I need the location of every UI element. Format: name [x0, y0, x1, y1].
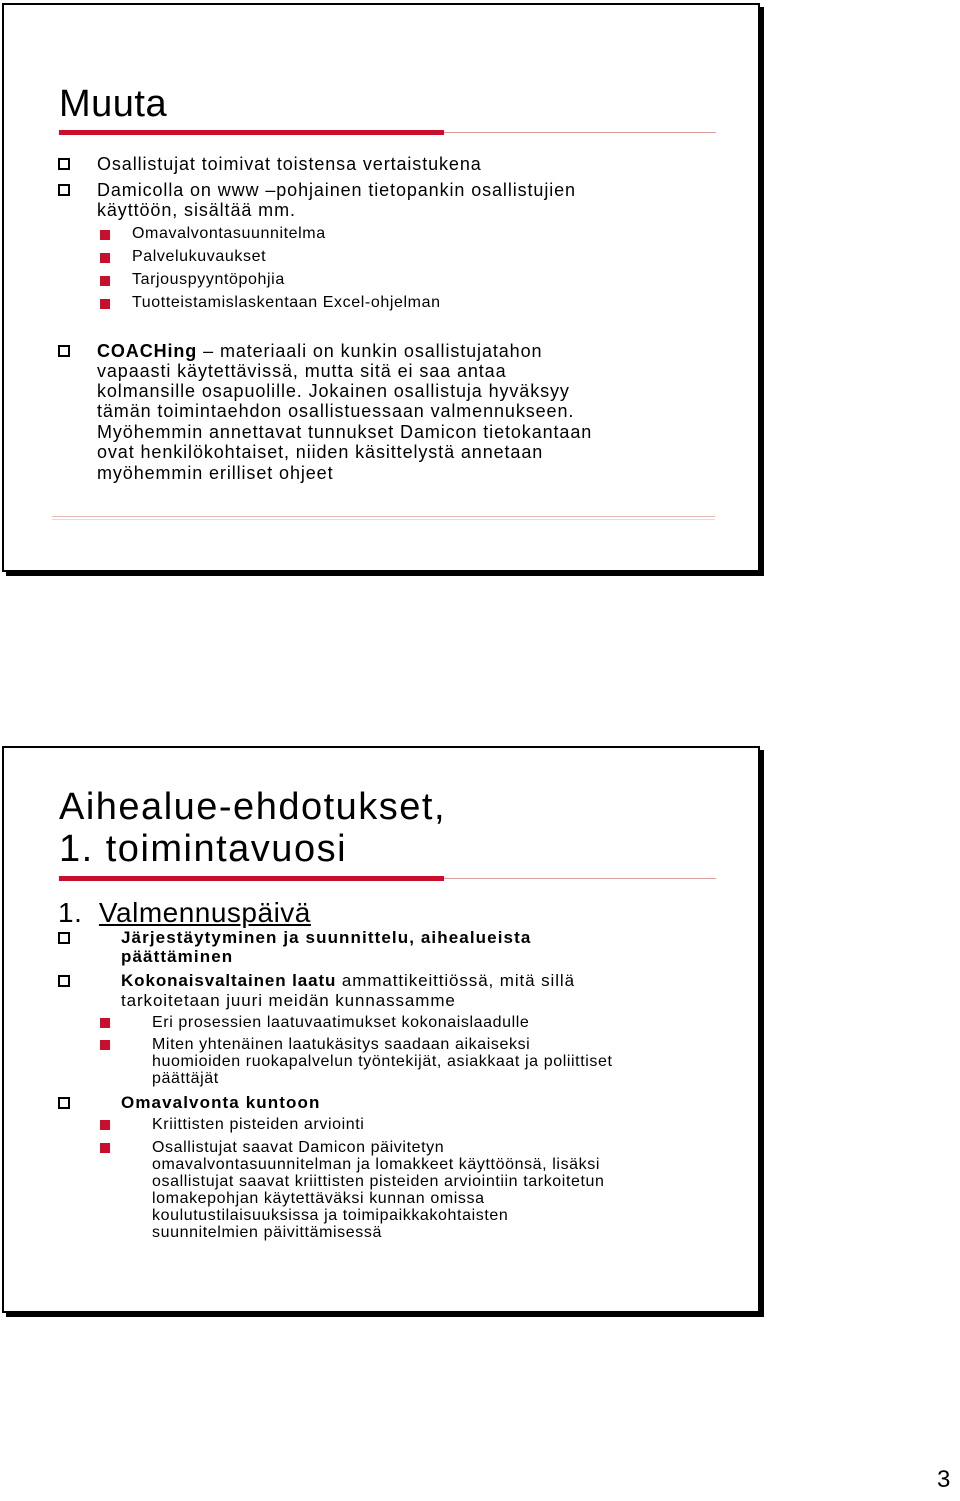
- coaching-line: vapaasti käytettävissä, mutta sitä ei saa antaa: [97, 361, 507, 381]
- red-square-icon: [100, 299, 110, 309]
- item-1-line-1: Järjestäytyminen ja suunnittelu, aihealueista: [121, 928, 532, 947]
- coaching-dash: –: [203, 341, 215, 361]
- red-square-icon: [100, 1143, 110, 1153]
- coaching-text: materiaali on kunkin osallistujatahon: [219, 341, 543, 361]
- sub-bullet-text: Palvelukuvaukset: [132, 248, 267, 265]
- sub-bullet-text: Miten yhtenäinen laatukäsitys saadaan aikaiseksi: [152, 1036, 531, 1053]
- title-line-2: 1. toimintavuosi: [59, 828, 348, 870]
- footer-divider: [52, 516, 715, 520]
- coaching-line: myöhemmin erilliset ohjeet: [97, 463, 334, 483]
- item-1-line-2: päättäminen: [121, 947, 234, 966]
- coaching-line: tämän toimintaehdon osallistuessaan valmennukseen.: [97, 401, 575, 421]
- numbered-heading: [58, 898, 311, 928]
- heading-number: 1.: [58, 897, 83, 928]
- sub-bullet-text: Omavalvontasuunnitelma: [132, 225, 326, 242]
- coaching-term: COACHing: [97, 341, 198, 361]
- slide-1: [2, 3, 760, 572]
- slide-2: [2, 746, 760, 1313]
- item-2-line-1: [121, 971, 575, 991]
- title-underline-thin: [444, 878, 716, 879]
- sub-bullet-text-cont: päättäjät: [152, 1070, 219, 1087]
- red-square-icon: [100, 1018, 110, 1028]
- item-2-line-2: tarkoitetaan juuri meidän kunnassamme: [121, 991, 456, 1010]
- red-square-icon: [100, 276, 110, 286]
- title-underline: [59, 876, 444, 881]
- slide-title: [59, 786, 446, 870]
- sub-bullet-text-cont: huomioiden ruokapalvelun työntekijät, asiakkaat ja poliittiset: [152, 1053, 613, 1070]
- hollow-square-icon: [58, 184, 70, 196]
- hollow-square-icon: [58, 932, 70, 944]
- item-2-bold: Kokonaisvaltainen laatu: [121, 971, 337, 990]
- title-underline: [59, 130, 444, 135]
- bullet-text-cont: käyttöön, sisältää mm.: [97, 200, 296, 220]
- bullet-text: Damicolla on www –pohjainen tietopankin osallistujien: [97, 180, 576, 200]
- slide-title: Muuta: [59, 83, 168, 125]
- coaching-line-1: [97, 341, 542, 361]
- red-square-icon: [100, 253, 110, 263]
- sub-bullet-text-cont: koulutustilaisuuksissa ja toimipaikkakohtaisten: [152, 1207, 509, 1224]
- sub-bullet-text-cont: suunnitelmien päivittämisessä: [152, 1224, 382, 1241]
- item-2-rest: ammattikeittiössä, mitä sillä: [336, 971, 575, 990]
- sub-bullet-text: Eri prosessien laatuvaatimukset kokonaislaadulle: [152, 1014, 530, 1031]
- heading-label: Valmennuspäivä: [98, 897, 311, 928]
- coaching-line: Myöhemmin annettavat tunnukset Damicon tietokantaan: [97, 422, 593, 442]
- sub-bullet-text: Tarjouspyyntöpohjia: [132, 271, 285, 288]
- sub-bullet-text-cont: osallistujat saavat kriittisten pisteiden arviointiin tarkoitetun: [152, 1173, 605, 1190]
- sub-bullet-text: Kriittisten pisteiden arviointi: [152, 1116, 365, 1133]
- bullet-text: Osallistujat toimivat toistensa vertaistukena: [97, 154, 482, 174]
- red-square-icon: [100, 1040, 110, 1050]
- hollow-square-icon: [58, 975, 70, 987]
- hollow-square-icon: [58, 158, 70, 170]
- hollow-square-icon: [58, 1097, 70, 1109]
- coaching-line: kolmansille osapuolille. Jokainen osallistuja hyväksyy: [97, 381, 570, 401]
- item-3-bold: Omavalvonta kuntoon: [121, 1093, 321, 1112]
- sub-bullet-text-cont: omavalvontasuunnitelman ja lomakkeet käyttöönsä, lisäksi: [152, 1156, 601, 1173]
- coaching-line: ovat henkilökohtaiset, niiden käsittelystä annetaan: [97, 442, 544, 462]
- title-underline-thin: [444, 132, 716, 133]
- sub-bullet-text: Tuotteistamislaskentaan Excel-ohjelman: [132, 294, 441, 311]
- sub-bullet-text-cont: lomakepohjan käytettäväksi kunnan omissa: [152, 1190, 485, 1207]
- hollow-square-icon: [58, 345, 70, 357]
- sub-bullet-text: Osallistujat saavat Damicon päivitetyn: [152, 1139, 445, 1156]
- red-square-icon: [100, 1120, 110, 1130]
- page-number: 3: [937, 1466, 951, 1493]
- title-line-1: Aihealue-ehdotukset,: [59, 786, 447, 828]
- red-square-icon: [100, 230, 110, 240]
